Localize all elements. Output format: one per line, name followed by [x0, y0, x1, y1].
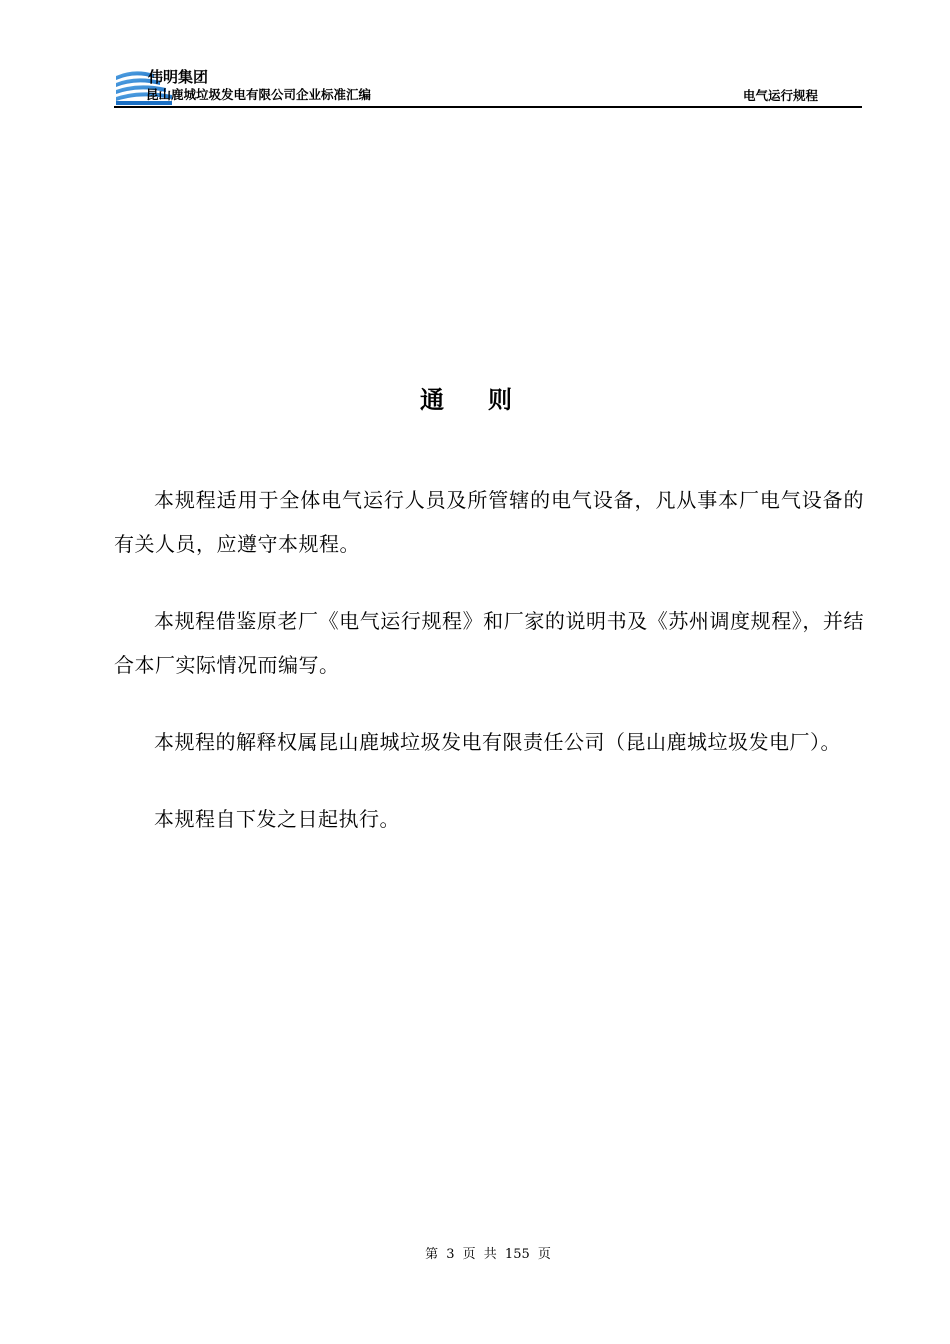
body-content	[114, 478, 864, 874]
section-title: 通则	[420, 385, 556, 414]
header-rule	[114, 106, 862, 108]
paragraph: 本规程自下发之日起执行。	[154, 807, 400, 831]
group-name: 伟明集团	[148, 68, 209, 86]
paragraph: 本规程的解释权属昆山鹿城垃圾发电有限责任公司（昆山鹿城垃圾发电厂）。	[154, 730, 841, 754]
paragraph: 本规程适用于全体电气运行人员及所管辖的电气设备，凡从事本厂电气设备的有关人员，应遵守本规程。	[114, 488, 864, 556]
paragraph: 本规程借鉴原老厂《电气运行规程》和厂家的说明书及《苏州调度规程》，并结合本厂实际情况而编写。	[114, 609, 864, 677]
page-number: 第 3 页 共 155 页	[425, 1247, 551, 1262]
company-line: 昆山鹿城垃圾发电有限公司企业标准汇编	[146, 87, 372, 102]
page-header	[114, 66, 862, 108]
header-doc-title: 电气运行规程	[742, 88, 818, 103]
